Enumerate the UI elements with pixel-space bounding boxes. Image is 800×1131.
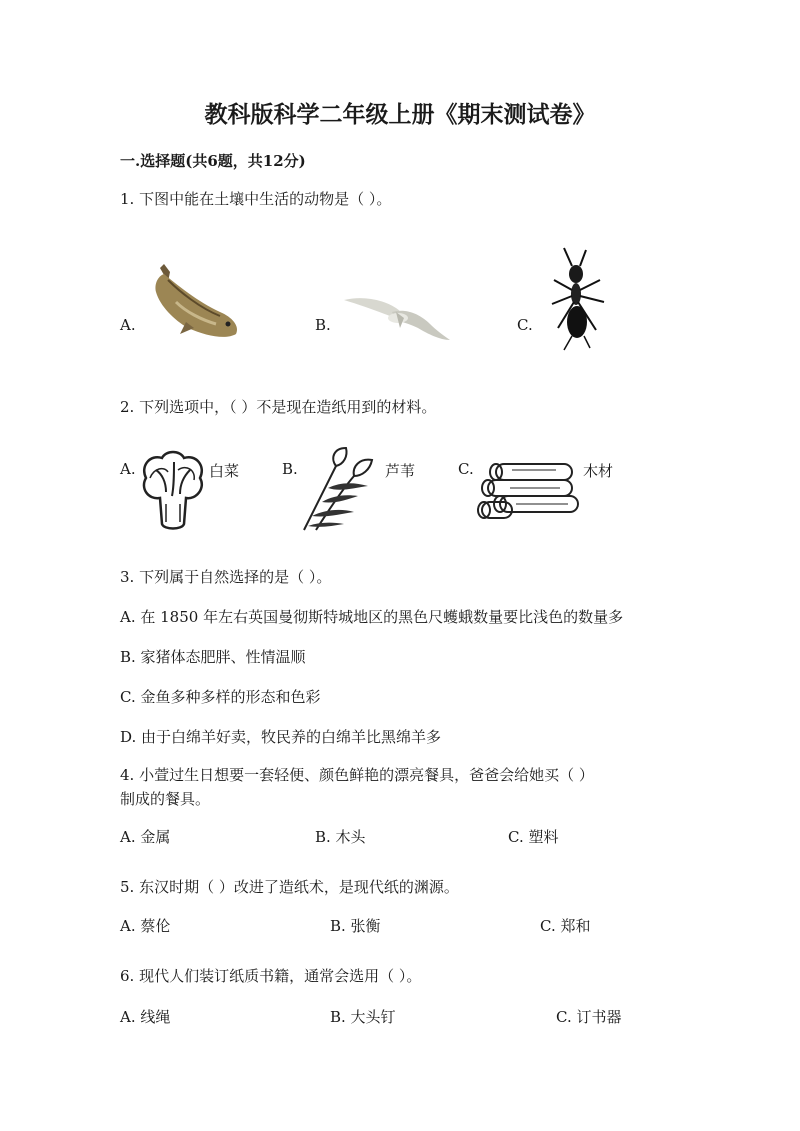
q2-option-c-label: 木材 — [583, 462, 614, 480]
question-1-stem: 1. 下图中能在土壤中生活的动物是（ ）。 — [120, 190, 392, 208]
q5-option-a: A. 蔡伦 — [120, 917, 171, 935]
q3-option-d: D. 由于白绵羊好卖，牧民养的白绵羊比黑绵羊多 — [120, 728, 442, 746]
section-heading: 一.选择题(共6题，共12分) — [120, 152, 306, 170]
reed-image — [296, 446, 386, 532]
wood-logs-image — [476, 458, 584, 524]
q3-option-c: C. 金鱼多种多样的形态和色彩 — [120, 688, 321, 706]
q6-option-a: A. 线绳 — [120, 1008, 171, 1026]
q4-option-a: A. 金属 — [120, 828, 171, 846]
q3-option-a: A. 在 1850 年左右英国曼彻斯特城地区的黑色尺蠖蛾数量要比浅色的数量多 — [120, 608, 624, 626]
q2-option-a-label: 白菜 — [209, 462, 240, 480]
q2-option-a-letter: A. — [120, 460, 136, 478]
fish-image — [146, 262, 242, 344]
q1-option-a-letter: A. — [120, 316, 136, 334]
question-6-stem: 6. 现代人们装订纸质书籍，通常会选用（ ）。 — [120, 967, 422, 985]
q6-option-c: C. 订书器 — [556, 1008, 622, 1026]
q1-option-b-letter: B. — [315, 316, 331, 334]
question-2-stem: 2. 下列选项中，（ ）不是现在造纸用到的材料。 — [120, 398, 437, 416]
question-4-stem-line2: 制成的餐具。 — [120, 790, 211, 808]
seagull-image — [340, 290, 452, 344]
question-5-stem: 5. 东汉时期（ ）改进了造纸术，是现代纸的渊源。 — [120, 878, 459, 896]
q2-option-b-label: 芦苇 — [385, 462, 416, 480]
q4-option-c: C. 塑料 — [508, 828, 559, 846]
q2-option-c-letter: C. — [458, 460, 474, 478]
question-4-stem-line1: 4. 小萱过生日想要一套轻便、颜色鲜艳的漂亮餐具，爸爸会给她买（ ） — [120, 766, 594, 784]
q2-option-b-letter: B. — [282, 460, 298, 478]
q5-option-c: C. 郑和 — [540, 917, 591, 935]
q5-option-b: B. 张衡 — [330, 917, 381, 935]
cabbage-image — [136, 448, 210, 532]
q4-option-b: B. 木头 — [315, 828, 366, 846]
q3-option-b: B. 家猪体态肥胖、性情温顺 — [120, 648, 306, 666]
question-3-stem: 3. 下列属于自然选择的是（ ）。 — [120, 568, 332, 586]
q6-option-b: B. 大头钉 — [330, 1008, 396, 1026]
page-title: 教科版科学二年级上册《期末测试卷》 — [204, 101, 596, 128]
q1-option-c-letter: C. — [517, 316, 533, 334]
ant-image — [544, 244, 610, 356]
